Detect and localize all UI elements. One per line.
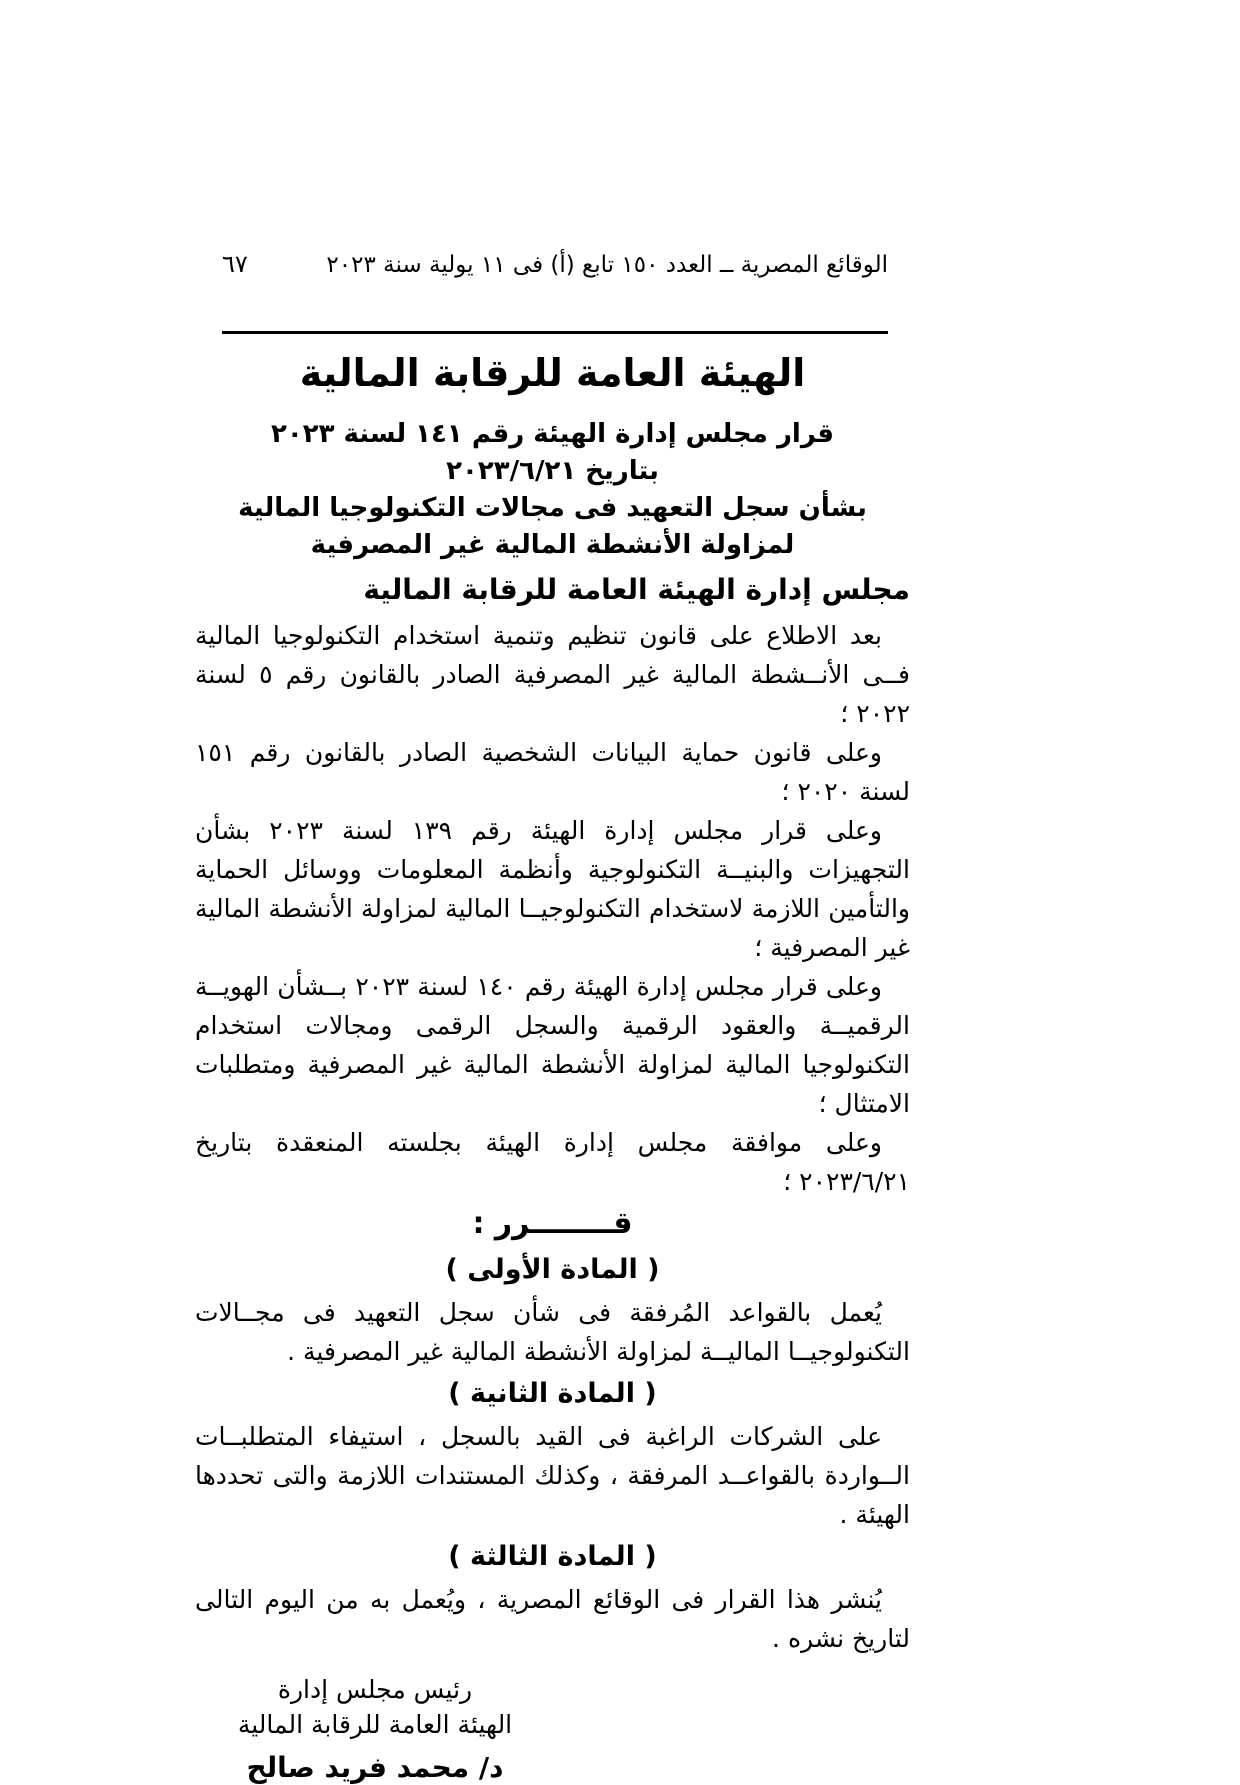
page-number: ٦٧ <box>222 250 248 278</box>
signature-block <box>205 1672 545 1785</box>
preamble-paragraph-1: بعد الاطلاع على قانون تنظيم وتنمية استخدام التكنولوجيا المالية فــى الأنــشطة المالية غير المصرفية الصادر بالقانون رقم ٥ لسنة ٢٠٢٢ ؛ <box>195 621 910 728</box>
decision-number-line: قرار مجلس إدارة الهيئة رقم ١٤١ لسنة ٢٠٢٣ <box>270 419 835 449</box>
article-2-body: على الشركات الراغبة فى القيد بالسجل ، استيفاء المتطلبــات الــواردة بالقواعــد المرفقة ، وكذلك المستندات اللازمة والتى تحددها الهيئة . <box>195 1422 910 1529</box>
preamble-paragraph-2: وعلى قانون حماية البيانات الشخصية الصادر بالقانون رقم ١٥١ لسنة ٢٠٢٠ ؛ <box>195 738 910 806</box>
signature-title-line-1: رئيس مجلس إدارة <box>277 1675 473 1704</box>
preamble-paragraph-4: وعلى قرار مجلس إدارة الهيئة رقم ١٤٠ لسنة ٢٠٢٣ بــشأن الهويــة الرقميــة والعقود الرقمية والسجل الرقمى ومجالات استخدام التكنولوجيا المالية لمزاولة الأنشطة المالية غير المصرفية ومتطلبات الامتثال ؛ <box>195 972 910 1118</box>
article-1-heading: ( المادة الأولى ) <box>445 1254 660 1285</box>
article-3-heading: ( المادة الثالثة ) <box>448 1541 657 1572</box>
decision-subject-line-2: لمزاولة الأنشطة المالية غير المصرفية <box>310 530 795 560</box>
article-2-heading: ( المادة الثانية ) <box>448 1378 657 1409</box>
preamble-paragraph-5: وعلى موافقة مجلس إدارة الهيئة بجلسته المنعقدة بتاريخ ٢٠٢٣/٦/٢١ ؛ <box>195 1128 910 1196</box>
preamble-paragraph-3: وعلى قرار مجلس إدارة الهيئة رقم ١٣٩ لسنة ٢٠٢٣ بشأن التجهيزات والبنيــة التكنولوجية وأنظمة المعلومات ووسائل الحماية والتأمين اللازمة لاستخدام التكنولوجيــا المالية لمزاولة الأنشطة المالية غير المصرفية ؛ <box>195 816 910 962</box>
header-rule <box>222 331 888 334</box>
decision-date-line: بتاريخ ٢٠٢٣/٦/٢١ <box>446 456 659 486</box>
signature-title-line-2: الهيئة العامة للرقابة المالية <box>237 1710 513 1739</box>
decision-subject-line-1: بشأن سجل التعهيد فى مجالات التكنولوجيا المالية <box>238 493 867 523</box>
article-3-body: يُنشر هذا القرار فى الوقائع المصرية ، ويُعمل به من اليوم التالى لتاريخ نشره . <box>195 1585 910 1653</box>
board-heading: مجلس إدارة الهيئة العامة للرقابة المالية <box>363 573 910 606</box>
authority-title: الهيئة العامة للرقابة المالية <box>299 351 806 395</box>
decree-word: قــــــــرر : <box>472 1206 633 1241</box>
issue-line: الوقائع المصرية ــ العدد ١٥٠ تابع (أ) فى ١١ يولية سنة ٢٠٢٣ <box>326 252 888 278</box>
signatory-name: د/ محمد فريد صالح <box>246 1751 504 1784</box>
article-1-body: يُعمل بالقواعد المُرفقة فى شأن سجل التعهيد فى مجــالات التكنولوجيــا الماليــة لمزاولة الأنشطة المالية غير المصرفية . <box>195 1298 910 1366</box>
preamble <box>195 616 910 1201</box>
page-header <box>222 250 888 278</box>
decree-content <box>195 350 910 1785</box>
